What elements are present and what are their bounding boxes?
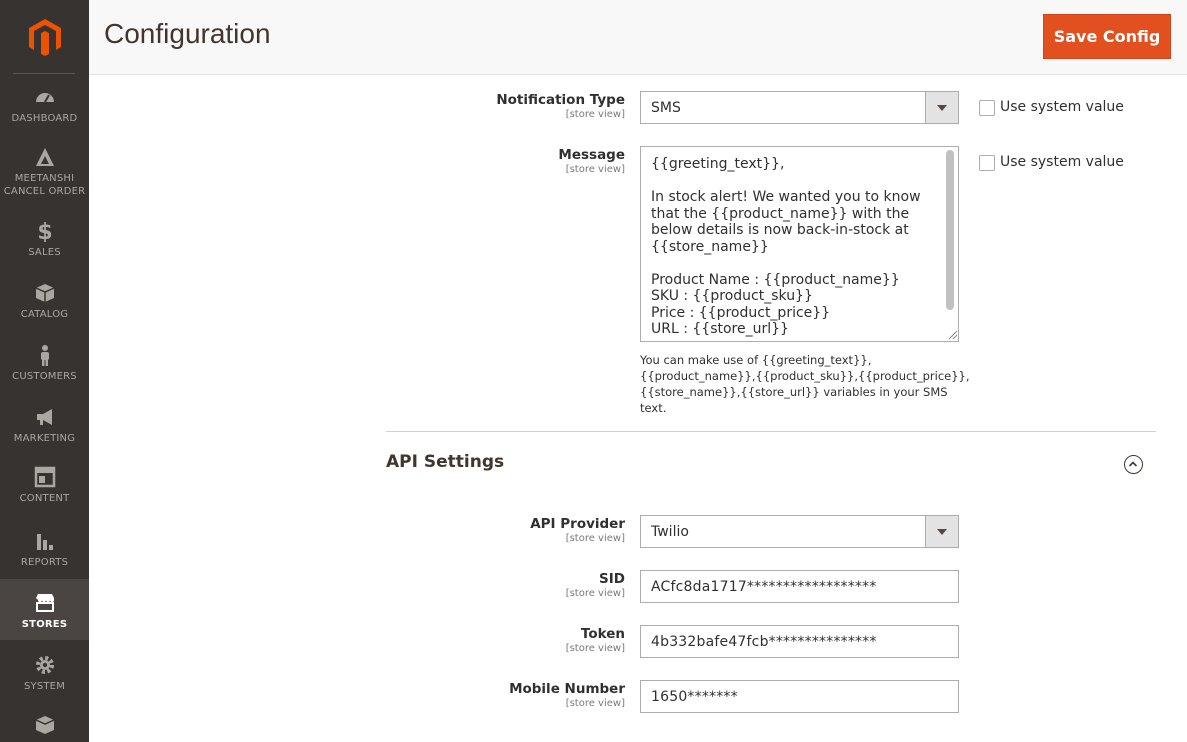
notification-type-value: SMS — [651, 100, 681, 116]
sidebar-item-catalog[interactable] — [0, 282, 89, 344]
cube-icon — [34, 714, 56, 736]
notification-type-use-system-checkbox[interactable] — [979, 100, 995, 116]
scope-label: [store view] — [565, 164, 625, 175]
mobile-number-value: 1650******* — [651, 689, 738, 705]
scope-label: [store view] — [565, 533, 625, 544]
token-label-group — [566, 626, 625, 655]
sidebar-item-label: MEETANSHI CANCEL ORDER — [3, 173, 86, 197]
sidebar-item-label: CATALOG — [20, 309, 69, 320]
sidebar-item-marketing[interactable] — [0, 406, 89, 468]
person-icon — [34, 344, 56, 366]
collapse-section-button[interactable] — [1124, 455, 1143, 474]
scope-label: [store view] — [565, 643, 625, 654]
sidebar-item-customers[interactable] — [0, 344, 89, 406]
sid-value: ACfc8da1717****************** — [651, 579, 877, 595]
scope-label: [store view] — [565, 588, 625, 599]
api-provider-label: API Provider — [530, 516, 625, 532]
layout-icon — [34, 466, 56, 488]
chevron-down-icon — [937, 529, 947, 535]
sidebar-item-label: CONTENT — [19, 493, 70, 504]
textarea-scrollbar[interactable] — [946, 150, 954, 310]
sidebar-item-label: MARKETING — [13, 433, 76, 444]
section-divider — [386, 431, 1156, 432]
store-icon — [34, 592, 56, 614]
notification-type-label-group — [496, 92, 625, 121]
magento-logo[interactable] — [0, 0, 89, 74]
meetanshi-icon — [34, 146, 56, 168]
sidebar-item-label: SALES — [28, 247, 61, 258]
svg-text:$: $ — [36, 220, 53, 242]
magento-logo-icon — [27, 17, 63, 57]
sidebar-item-label: STORES — [21, 619, 68, 630]
resize-handle-icon[interactable] — [948, 330, 958, 340]
bar-chart-icon — [34, 530, 56, 552]
api-settings-section-title[interactable]: API Settings — [386, 452, 505, 472]
sidebar-item-partial[interactable] — [0, 714, 89, 742]
mobile-number-label-group — [509, 681, 625, 710]
api-provider-label-group — [530, 516, 625, 545]
cube-icon — [34, 282, 56, 304]
message-textarea[interactable]: {{greeting_text}}, In stock alert! We wanted you to know that the {{product_name}} with the below details is now back-in-stock at {{store_name}} Product Name : {{product_name}} SKU : {{product_sku}} Price : {{product_price}} URL : {{store_url}} — [640, 146, 959, 342]
api-provider-value: Twilio — [651, 524, 689, 540]
mobile-number-input[interactable] — [640, 680, 959, 713]
message-label: Message — [558, 147, 625, 163]
sid-label: SID — [599, 571, 625, 587]
dashboard-icon — [34, 86, 56, 108]
sidebar-item-label: DASHBOARD — [11, 113, 78, 124]
megaphone-icon — [34, 406, 56, 428]
scope-label: [store view] — [565, 698, 625, 709]
sidebar-item-dashboard[interactable] — [0, 86, 89, 148]
save-config-button[interactable]: Save Config — [1043, 14, 1171, 59]
gear-icon — [34, 654, 56, 676]
mobile-number-label: Mobile Number — [509, 681, 625, 697]
message-use-system-checkbox[interactable] — [979, 155, 995, 171]
sid-input[interactable] — [640, 570, 959, 603]
use-system-value-label[interactable]: Use system value — [1000, 99, 1124, 115]
sidebar-item-system[interactable] — [0, 654, 89, 716]
message-help-text: You can make use of {{greeting_text}},{{product_name}},{{product_sku}},{{product_price}},{{store_name}},{{store_url}} variables in your SMS text. — [640, 353, 970, 415]
sidebar-item-label: REPORTS — [20, 557, 69, 568]
admin-sidebar — [0, 0, 89, 742]
token-label: Token — [580, 626, 625, 642]
sidebar-item-stores[interactable] — [0, 579, 89, 640]
sidebar-item-label: CUSTOMERS — [12, 371, 77, 382]
token-value: 4b332bafe47fcb*************** — [651, 634, 877, 650]
page-header — [89, 0, 1187, 75]
select-arrow-box[interactable] — [925, 516, 958, 547]
notification-type-label: Notification Type — [496, 92, 625, 108]
dollar-icon — [34, 220, 56, 242]
scope-label: [store view] — [565, 109, 625, 120]
use-system-value-label[interactable]: Use system value — [1000, 154, 1124, 170]
sid-label-group — [566, 571, 625, 600]
token-input[interactable] — [640, 625, 959, 658]
select-arrow-box[interactable] — [925, 92, 958, 123]
chevron-up-icon — [1125, 456, 1141, 472]
notification-type-select[interactable] — [640, 91, 959, 124]
logo-divider — [13, 73, 75, 74]
api-provider-select[interactable] — [640, 515, 959, 548]
message-label-group — [558, 147, 625, 176]
sidebar-item-label: SYSTEM — [23, 681, 66, 692]
sidebar-item-sales[interactable] — [0, 220, 89, 282]
chevron-down-icon — [937, 105, 947, 111]
sidebar-item-content[interactable] — [0, 466, 89, 528]
sidebar-item-meetanshi[interactable] — [0, 146, 89, 208]
page-title: Configuration — [104, 18, 271, 49]
